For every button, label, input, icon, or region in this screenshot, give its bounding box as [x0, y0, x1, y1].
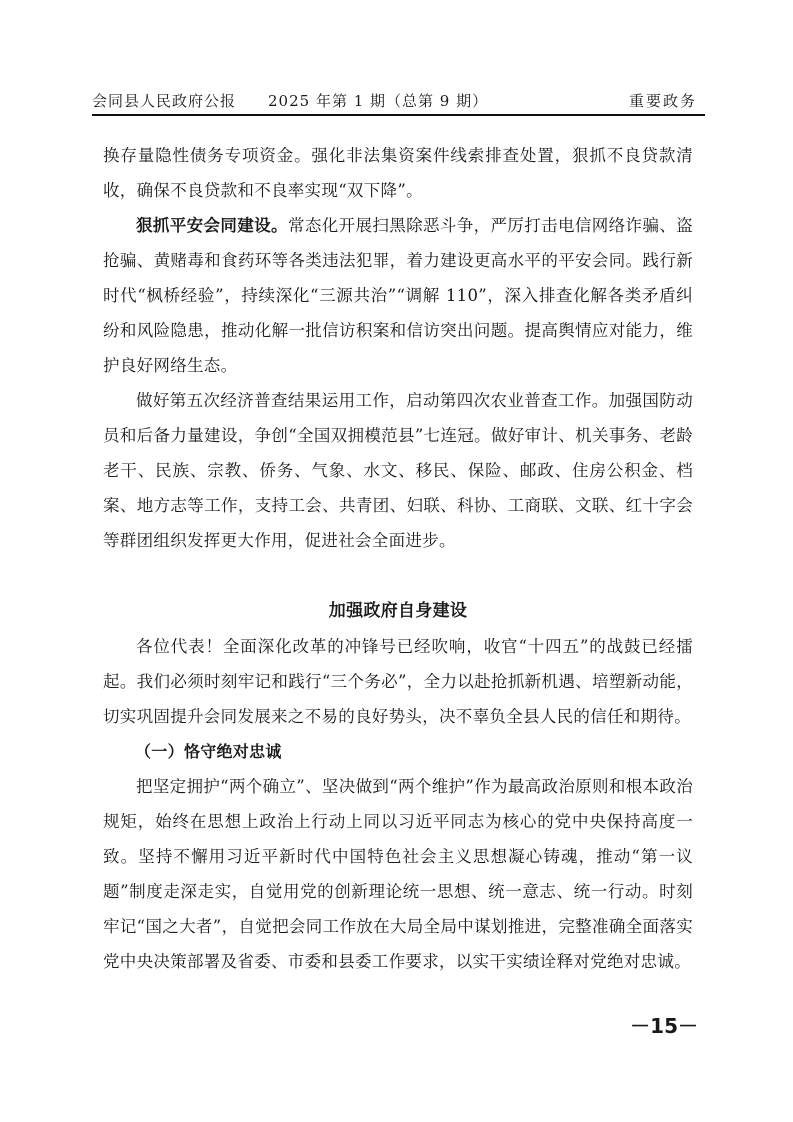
running-header	[92, 84, 705, 116]
section-title: 加强政府自身建设	[328, 601, 468, 621]
section-label: 重要政务	[628, 92, 697, 110]
paragraph-lead: 狠抓平安会同建设。	[136, 216, 288, 235]
paragraph-safety	[103, 208, 693, 383]
page-number: －15－	[630, 1014, 698, 1038]
sub-heading: （一）恪守绝对忠诚	[135, 742, 282, 761]
document-body	[103, 138, 693, 979]
paragraph-continuation: 换存量隐性债务专项资金。强化非法集资案件线索排查处置，狠抓不良贷款清收，确保不良贷款和不良率实现“双下降”。	[103, 146, 693, 200]
paragraph-census: 做好第五次经济普查结果运用工作，启动第四次农业普查工作。加强国防动员和后备力量建设，争创“全国双拥模范县”七连冠。做好审计、机关事务、老龄老干、民族、宗教、侨务、气象、水文、移民、保险、邮政、住房公积金、档案、地方志等工作，支持工会、共青团、妇联、科协、工商联、文联、红十字会等群团组织发挥更大作用，促进社会全面进步。	[103, 391, 693, 550]
paragraph-reform: 各位代表！全面深化改革的冲锋号已经吹响，收官“十四五”的战鼓已经擂起。我们必须时刻牢记和践行“三个务必”，全力以赴抢抓新机遇、培塑新动能，切实巩固提升会同发展来之不易的良好势头，决不辜负全县人民的信任和期待。	[103, 637, 693, 726]
publication-title: 会同县人民政府公报 2025 年第 1 期（总第 9 期）	[92, 92, 489, 110]
paragraph-loyalty: 把坚定拥护“两个确立”、坚决做到“两个维护”作为最高政治原则和根本政治规矩，始终在思想上政治上行动上同以习近平同志为核心的党中央保持高度一致。坚持不懈用习近平新时代中国特色社会主义思想凝心铸魂，推动“第一议题”制度走深走实，自觉用党的创新理论统一思想、统一意志、统一行动。时刻牢记“国之大者”，自觉把会同工作放在大局全局中谋划推进，完整准确全面落实党中央决策部署及省委、市委和县委工作要求，以实干实绩诠释对党绝对忠诚。	[103, 777, 693, 971]
paragraph-text: 常态化开展扫黑除恶斗争，严厉打击电信网络诈骗、盗抢骗、黄赌毒和食药环等各类违法犯罪，着力建设更高水平的平安会同。践行新时代“枫桥经验”，持续深化“三源共治”“调解 110”，深入排查化解各类矛盾纠纷和风险隐患，推动化解一批信访积案和信访突出问题。提高舆情应对能力，维护良好网络生态。	[103, 216, 694, 375]
